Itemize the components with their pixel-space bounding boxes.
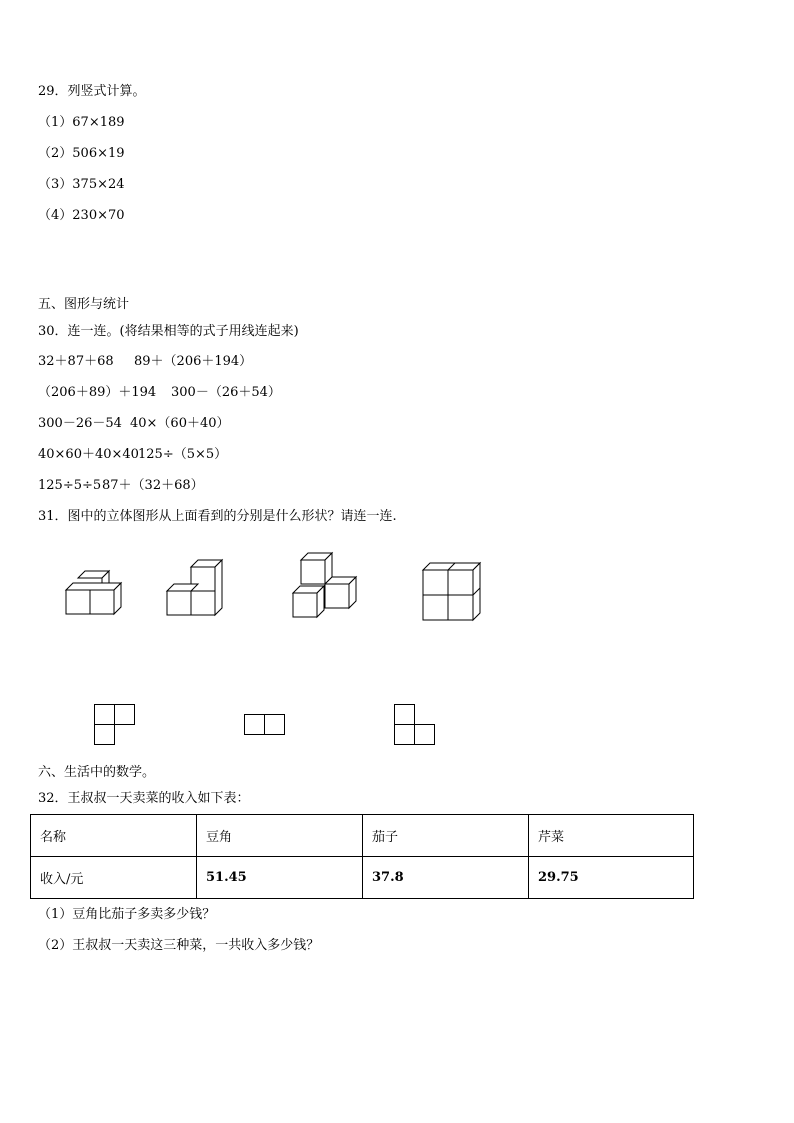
q30-right-5[interactable]: 87＋（32＋68） <box>102 478 204 493</box>
solid-figure-3[interactable] <box>291 550 371 630</box>
q30-title: 30．连一连。(将结果相等的式子用线连起来) <box>38 324 299 339</box>
section-6-heading: 六、生活中的数学。 <box>38 765 156 780</box>
q30-left-5[interactable]: 125÷5÷5 <box>38 478 102 493</box>
table-cell: 收入/元 <box>31 857 197 899</box>
table-cell: 37.8 <box>363 857 529 899</box>
q29-item-1: （1）67×189 <box>38 115 125 130</box>
q30-right-1[interactable]: 89＋（206＋194） <box>134 354 253 369</box>
q30-left-1[interactable]: 32＋87＋68 <box>38 354 114 369</box>
solid-figure-2[interactable] <box>165 557 235 627</box>
section-5-heading: 五、图形与统计 <box>38 297 130 312</box>
q30-right-2[interactable]: 300－（26＋54） <box>171 385 281 400</box>
q31-title: 31．图中的立体图形从上面看到的分别是什么形状？请连一连. <box>38 509 397 524</box>
table-header-cell: 芹菜 <box>529 815 694 857</box>
table-cell: 29.75 <box>529 857 694 899</box>
q29-item-3: （3）375×24 <box>38 177 125 192</box>
q32-title: 32．王叔叔一天卖菜的收入如下表： <box>38 791 250 806</box>
q32-question-2: （2）王叔叔一天卖这三种菜，一共收入多少钱？ <box>38 938 320 953</box>
table-header-cell: 名称 <box>31 815 197 857</box>
table-header-cell: 豆角 <box>197 815 363 857</box>
q30-left-2[interactable]: （206＋89）＋194 <box>38 385 157 400</box>
table-header-cell: 茄子 <box>363 815 529 857</box>
q30-right-4[interactable]: 125÷（5×5） <box>138 447 228 462</box>
top-view-2[interactable] <box>244 714 288 738</box>
q29-title: 29．列竖式计算。 <box>38 84 146 99</box>
table-row <box>31 857 694 899</box>
q32-question-1: （1）豆角比茄子多卖多少钱？ <box>38 907 216 922</box>
top-view-3[interactable] <box>394 704 438 748</box>
top-view-1[interactable] <box>94 704 138 748</box>
table-cell: 51.45 <box>197 857 363 899</box>
q30-left-4[interactable]: 40×60＋40×40 <box>38 447 139 462</box>
q29-item-4: （4）230×70 <box>38 208 125 223</box>
q30-left-3[interactable]: 300－26－54 <box>38 416 122 431</box>
q29-item-2: （2）506×19 <box>38 146 125 161</box>
income-table <box>30 814 694 899</box>
table-header-row <box>31 815 694 857</box>
q30-right-3[interactable]: 40×（60＋40） <box>130 416 230 431</box>
solid-figure-1[interactable] <box>62 570 142 620</box>
solid-figure-4[interactable] <box>421 562 491 632</box>
